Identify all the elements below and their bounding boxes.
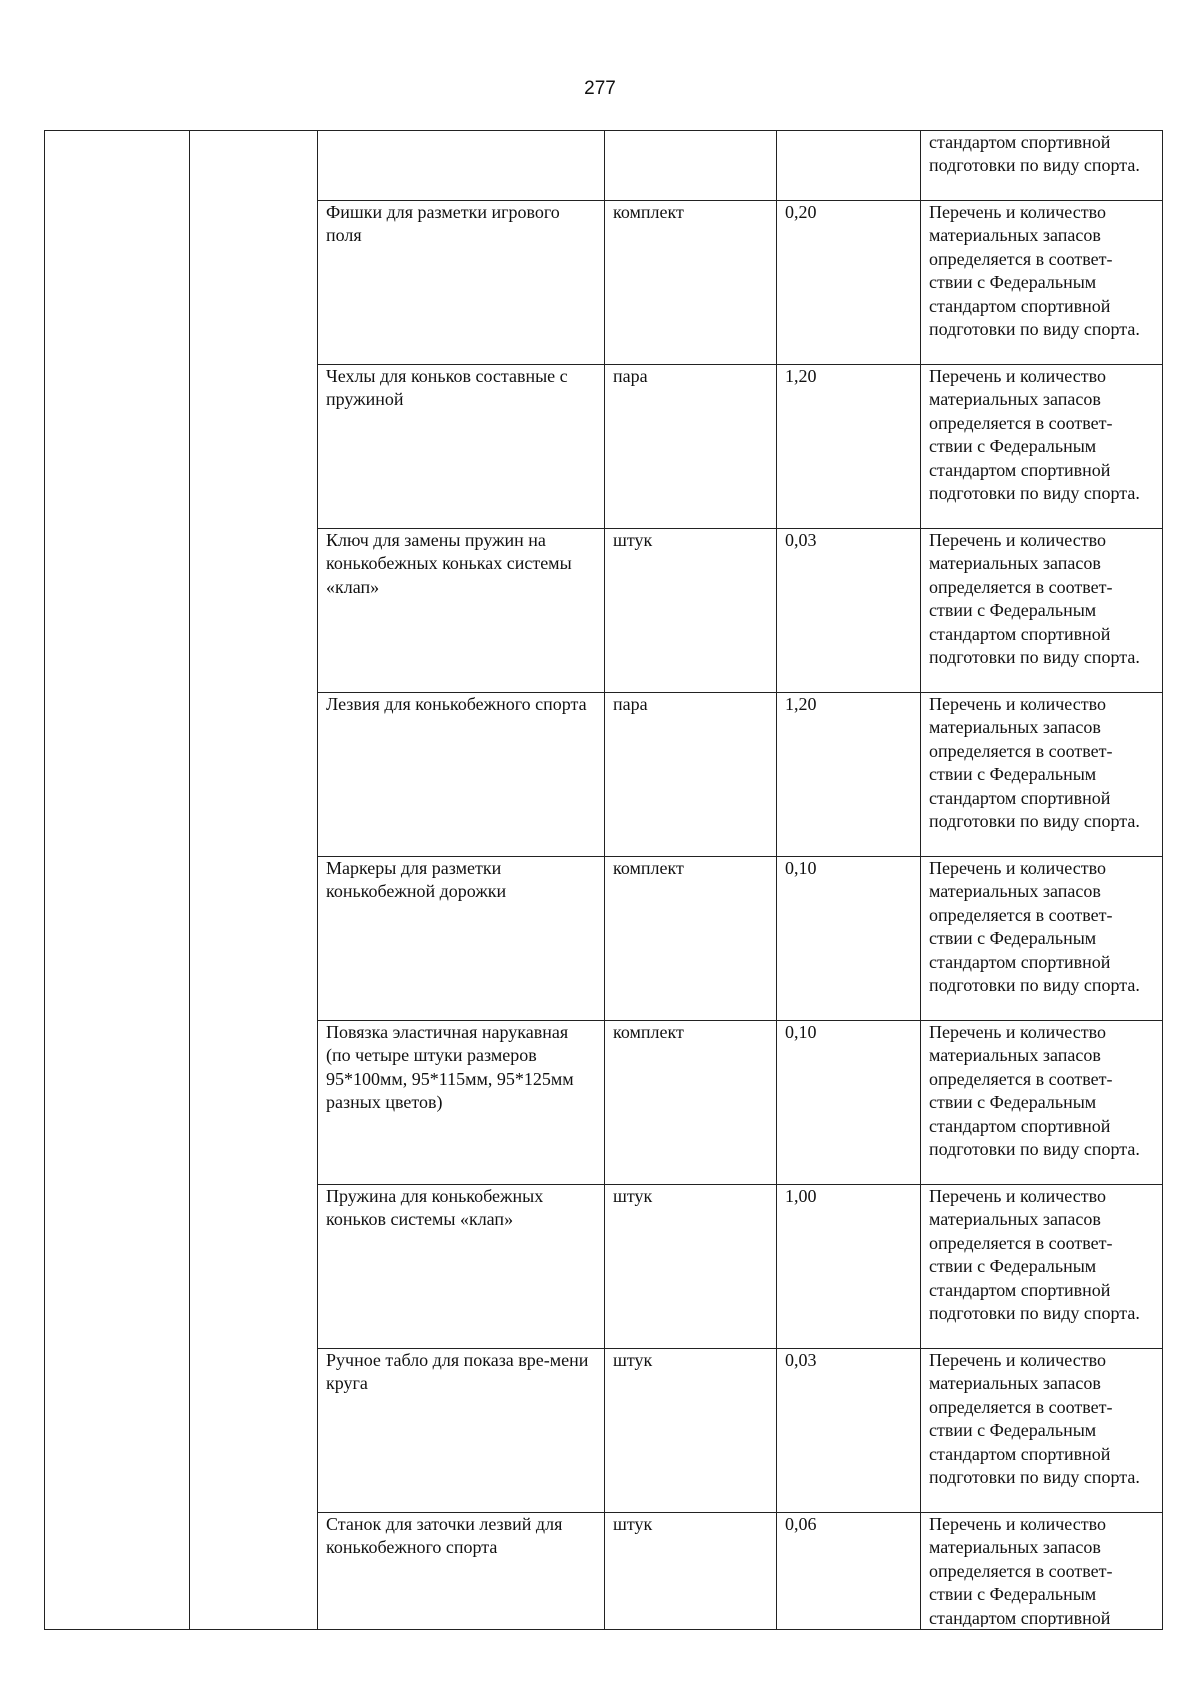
unit: штук bbox=[613, 1186, 653, 1206]
unit: штук bbox=[613, 1514, 653, 1534]
note-cell bbox=[921, 131, 1163, 201]
unit-cell bbox=[605, 693, 777, 857]
quantity: 1,00 bbox=[785, 1186, 817, 1206]
note: Перечень и количество материальных запасов определяется в соответ-ствии с Федеральным стандартом спортивной подготовки по виду спорта. bbox=[929, 1022, 1140, 1160]
note: Перечень и количество материальных запасов определяется в соответ-ствии с Федеральным стандартом спортивной подготовки по виду спорта. bbox=[929, 530, 1140, 668]
quantity-cell bbox=[777, 1021, 921, 1185]
note-cell bbox=[921, 857, 1163, 1021]
item-name-cell bbox=[318, 693, 605, 857]
note: Перечень и количество материальных запасов определяется в соответ-ствии с Федеральным стандартом спортивной подготовки по виду спорта. bbox=[929, 858, 1140, 996]
equipment-table bbox=[44, 130, 1163, 1630]
item-name: Фишки для разметки игрового поля bbox=[326, 202, 560, 246]
unit: комплект bbox=[613, 1022, 684, 1042]
quantity-cell bbox=[777, 857, 921, 1021]
quantity-cell bbox=[777, 1349, 921, 1513]
quantity: 0,06 bbox=[785, 1514, 817, 1534]
item-name: Ключ для замены пружин на конькобежных коньках системы «клап» bbox=[326, 530, 572, 597]
note-cell bbox=[921, 201, 1163, 365]
note-cell bbox=[921, 365, 1163, 529]
note: Перечень и количество материальных запасов определяется в соответ-ствии с Федеральным стандартом спортивной подготовки по виду спорта. bbox=[929, 1186, 1140, 1324]
note-cell bbox=[921, 1021, 1163, 1185]
item-name: Станок для заточки лезвий для конькобежного спорта bbox=[326, 1514, 563, 1558]
note-cell bbox=[921, 1185, 1163, 1349]
unit-cell bbox=[605, 1021, 777, 1185]
table-row bbox=[45, 131, 1163, 201]
note: Перечень и количество материальных запасов определяется в соответ-ствии с Федеральным стандартом спортивной подготовки по виду спорта. bbox=[929, 694, 1140, 832]
unit-cell bbox=[605, 1185, 777, 1349]
item-name: Пружина для конькобежных коньков системы «клап» bbox=[326, 1186, 544, 1230]
unit-cell bbox=[605, 131, 777, 201]
page-number: 277 bbox=[584, 78, 616, 99]
merged-cell-col2 bbox=[190, 131, 318, 1630]
quantity-cell bbox=[777, 693, 921, 857]
quantity-cell bbox=[777, 1513, 921, 1630]
unit: пара bbox=[613, 366, 648, 386]
note: Перечень и количество материальных запасов определяется в соответ-ствии с Федеральным стандартом спортивной подготовки по виду спорта. bbox=[929, 202, 1140, 340]
quantity: 1,20 bbox=[785, 366, 817, 386]
item-name: Лезвия для конькобежного спорта bbox=[326, 694, 587, 714]
item-name: Маркеры для разметки конькобежной дорожки bbox=[326, 858, 507, 902]
item-name: Повязка эластичная нарукавная (по четыре штуки размеров 95*100мм, 95*115мм, 95*125мм разных цветов) bbox=[326, 1022, 574, 1113]
unit: комплект bbox=[613, 202, 684, 222]
merged-cell-col1 bbox=[45, 131, 190, 1630]
unit: комплект bbox=[613, 858, 684, 878]
item-name-cell bbox=[318, 857, 605, 1021]
note: Перечень и количество материальных запасов определяется в соответ-ствии с Федеральным стандартом спортивной bbox=[929, 1514, 1113, 1627]
item-name: Ручное табло для показа вре-мени круга bbox=[326, 1350, 589, 1394]
quantity-cell bbox=[777, 131, 921, 201]
quantity-cell bbox=[777, 365, 921, 529]
quantity: 1,20 bbox=[785, 694, 817, 714]
item-name: Чехлы для коньков составные с пружиной bbox=[326, 366, 568, 410]
quantity-cell bbox=[777, 201, 921, 365]
item-name-cell bbox=[318, 365, 605, 529]
note: Перечень и количество материальных запасов определяется в соответ-ствии с Федеральным стандартом спортивной подготовки по виду спорта. bbox=[929, 366, 1140, 504]
unit-cell bbox=[605, 365, 777, 529]
unit-cell bbox=[605, 1513, 777, 1630]
quantity: 0,20 bbox=[785, 202, 817, 222]
unit-cell bbox=[605, 857, 777, 1021]
unit-cell bbox=[605, 1349, 777, 1513]
note-cell bbox=[921, 529, 1163, 693]
item-name-cell bbox=[318, 529, 605, 693]
item-name-cell bbox=[318, 1349, 605, 1513]
note: стандартом спортивной подготовки по виду спорта. bbox=[929, 132, 1140, 176]
note-cell bbox=[921, 1349, 1163, 1513]
quantity: 0,10 bbox=[785, 1022, 817, 1042]
item-name-cell bbox=[318, 201, 605, 365]
unit-cell bbox=[605, 529, 777, 693]
unit: штук bbox=[613, 1350, 653, 1370]
quantity: 0,03 bbox=[785, 530, 817, 550]
unit-cell bbox=[605, 201, 777, 365]
quantity-cell bbox=[777, 529, 921, 693]
unit: штук bbox=[613, 530, 653, 550]
note-cell bbox=[921, 693, 1163, 857]
item-name-cell bbox=[318, 131, 605, 201]
item-name-cell bbox=[318, 1021, 605, 1185]
item-name-cell bbox=[318, 1185, 605, 1349]
item-name-cell bbox=[318, 1513, 605, 1630]
unit: пара bbox=[613, 694, 648, 714]
note: Перечень и количество материальных запасов определяется в соответ-ствии с Федеральным стандартом спортивной подготовки по виду спорта. bbox=[929, 1350, 1140, 1488]
quantity: 0,03 bbox=[785, 1350, 817, 1370]
quantity: 0,10 bbox=[785, 858, 817, 878]
note-cell bbox=[921, 1513, 1163, 1630]
quantity-cell bbox=[777, 1185, 921, 1349]
